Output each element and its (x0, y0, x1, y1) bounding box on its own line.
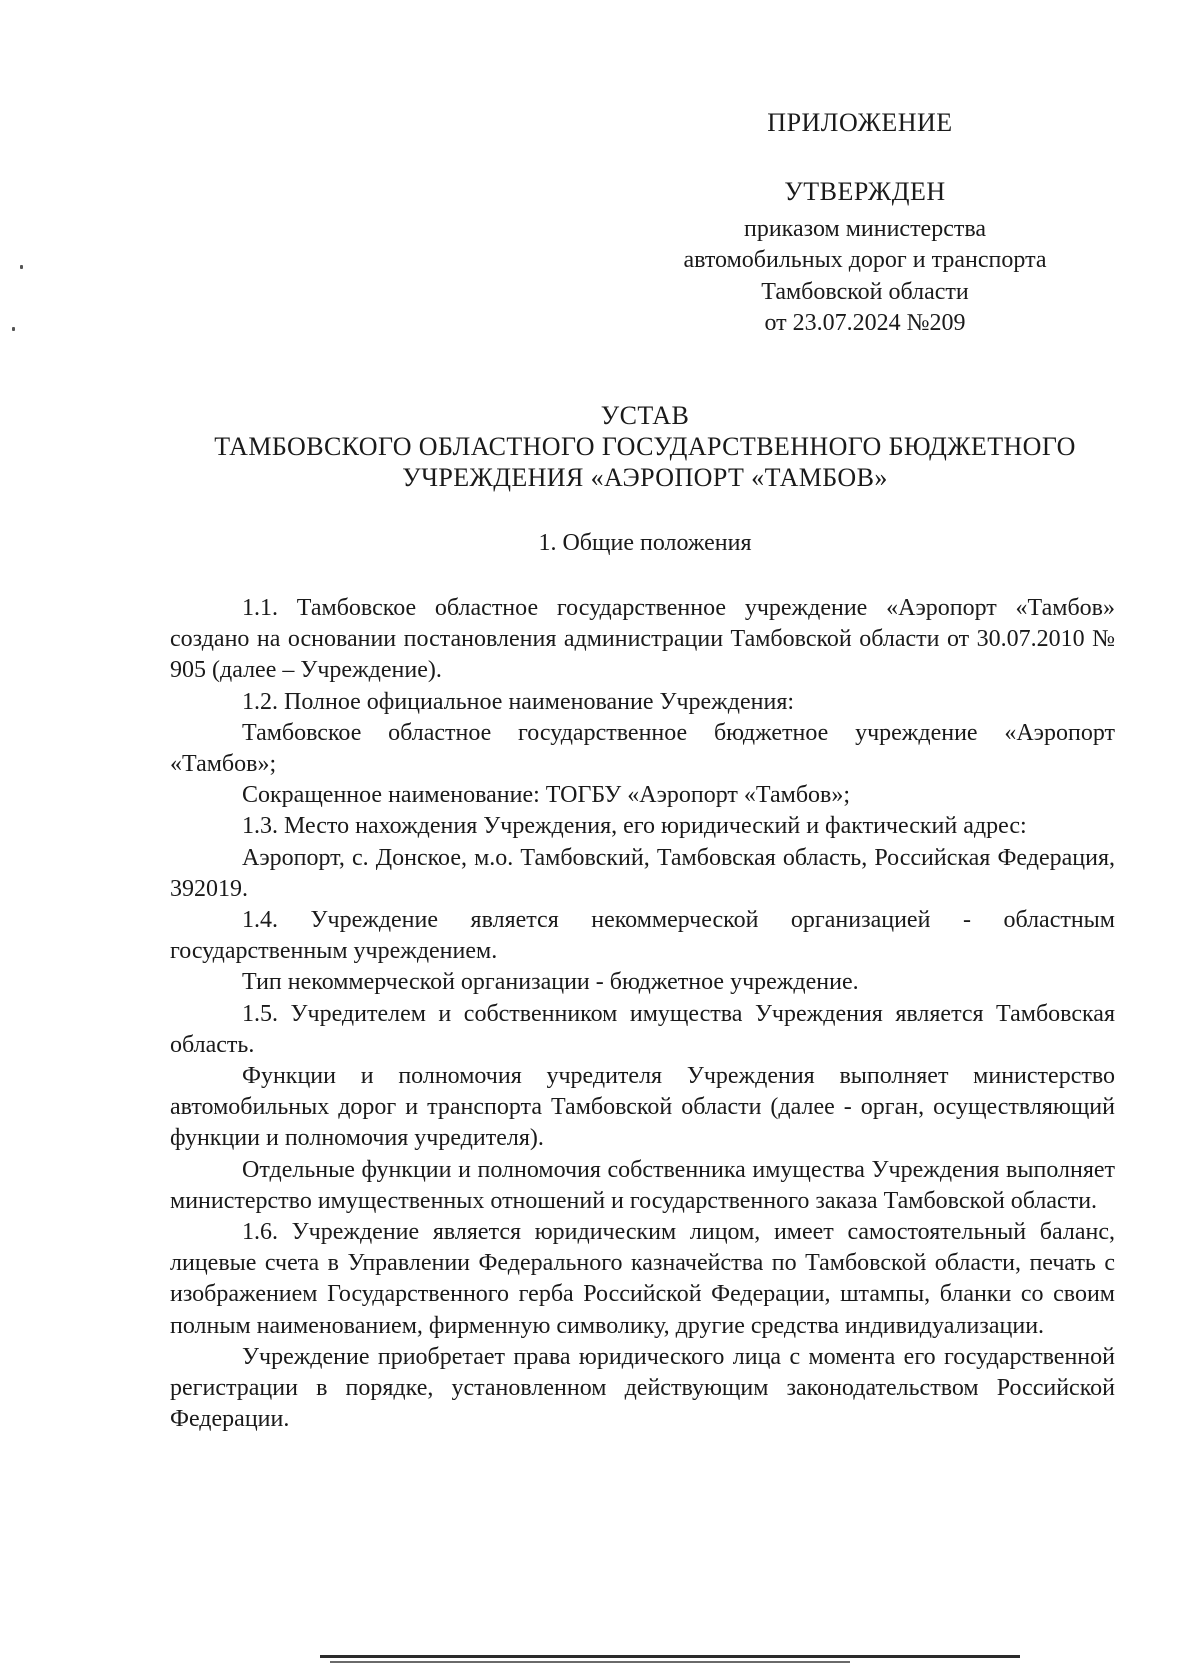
approval-block (600, 176, 1130, 340)
footer-rule (320, 1655, 1020, 1658)
title-line: УЧРЕЖДЕНИЯ «АЭРОПОРТ «ТАМБОВ» (402, 463, 888, 492)
paragraph-1-1: 1.1. Тамбовское областное государственное учреждение «Аэропорт «Тамбов» создано на основании постановления администрации Тамбовской области от 30.07.2010 № 905 (далее – Учреждение). (170, 595, 1115, 684)
paragraph-1-3: 1.3. Место нахождения Учреждения, его юридический и фактический адрес: (242, 813, 1027, 840)
approved-line: автомобильных дорог и транспорта (683, 247, 1047, 273)
document-title (100, 400, 1190, 493)
paragraph-full-name: Тамбовское областное государственное бюджетное учреждение «Аэропорт «Тамбов»; (170, 719, 1115, 778)
title-line: УСТАВ (600, 401, 690, 430)
paragraph-type: Тип некоммерческой организации - бюджетное учреждение. (242, 969, 859, 996)
paragraph-1-2: 1.2. Полное официальное наименование Учреждения: (242, 688, 795, 715)
paragraph-founder-functions: Функции и полномочия учредителя Учреждения выполняет министерство автомобильных дорог и транспорта Тамбовской области (далее - орган, осуществляющий функции и полномочия учредителя). (170, 1063, 1115, 1152)
section-body (170, 593, 1115, 1435)
paragraph-owner-functions: Отдельные функции и полномочия собственника имущества Учреждения выполняет министерство имущественных отношений и государственного заказа Тамбовской области. (170, 1156, 1115, 1214)
approved-line: Тамбовской области (761, 278, 969, 305)
scan-speck (20, 265, 23, 269)
approved-title: УТВЕРЖДЕН (784, 177, 946, 206)
approved-line: приказом министерства (743, 215, 987, 242)
appendix-label: ПРИЛОЖЕНИЕ (767, 108, 953, 137)
footer-rule (330, 1661, 850, 1663)
paragraph-1-6: 1.6. Учреждение является юридическим лицом, имеет самостоятельный баланс, лицевые счета в Управлении Федерального казначейства по Тамбовской области, печать с изображением Государственного герба Российской Федерации, штампы, бланки со своим полным наименованием, фирменную символику, другие средства индивидуализации. (170, 1219, 1115, 1339)
paragraph-1-5: 1.5. Учредителем и собственником имущества Учреждения является Тамбовская область. (170, 1000, 1115, 1058)
paragraph-legal-entity-rights: Учреждение приобретает права юридического лица с момента его государственной регистрации в порядке, установленном действующим законодательством Российской Федерации. (170, 1343, 1115, 1433)
title-line: ТАМБОВСКОГО ОБЛАСТНОГО ГОСУДАРСТВЕННОГО БЮДЖЕТНОГО (214, 432, 1076, 461)
section-heading: 1. Общие положения (538, 530, 752, 556)
paragraph-address: Аэропорт, с. Донское, м.о. Тамбовский, Тамбовская область, Российская Федерация, 392019. (170, 844, 1115, 902)
paragraph-1-4: 1.4. Учреждение является некоммерческой организацией - областным государственным учреждением. (170, 907, 1115, 965)
approved-date-line: от 23.07.2024 №209 (764, 310, 966, 336)
paragraph-short-name: Сокращенное наименование: ТОГБУ «Аэропорт «Тамбов»; (242, 782, 851, 809)
scan-speck (12, 327, 15, 331)
